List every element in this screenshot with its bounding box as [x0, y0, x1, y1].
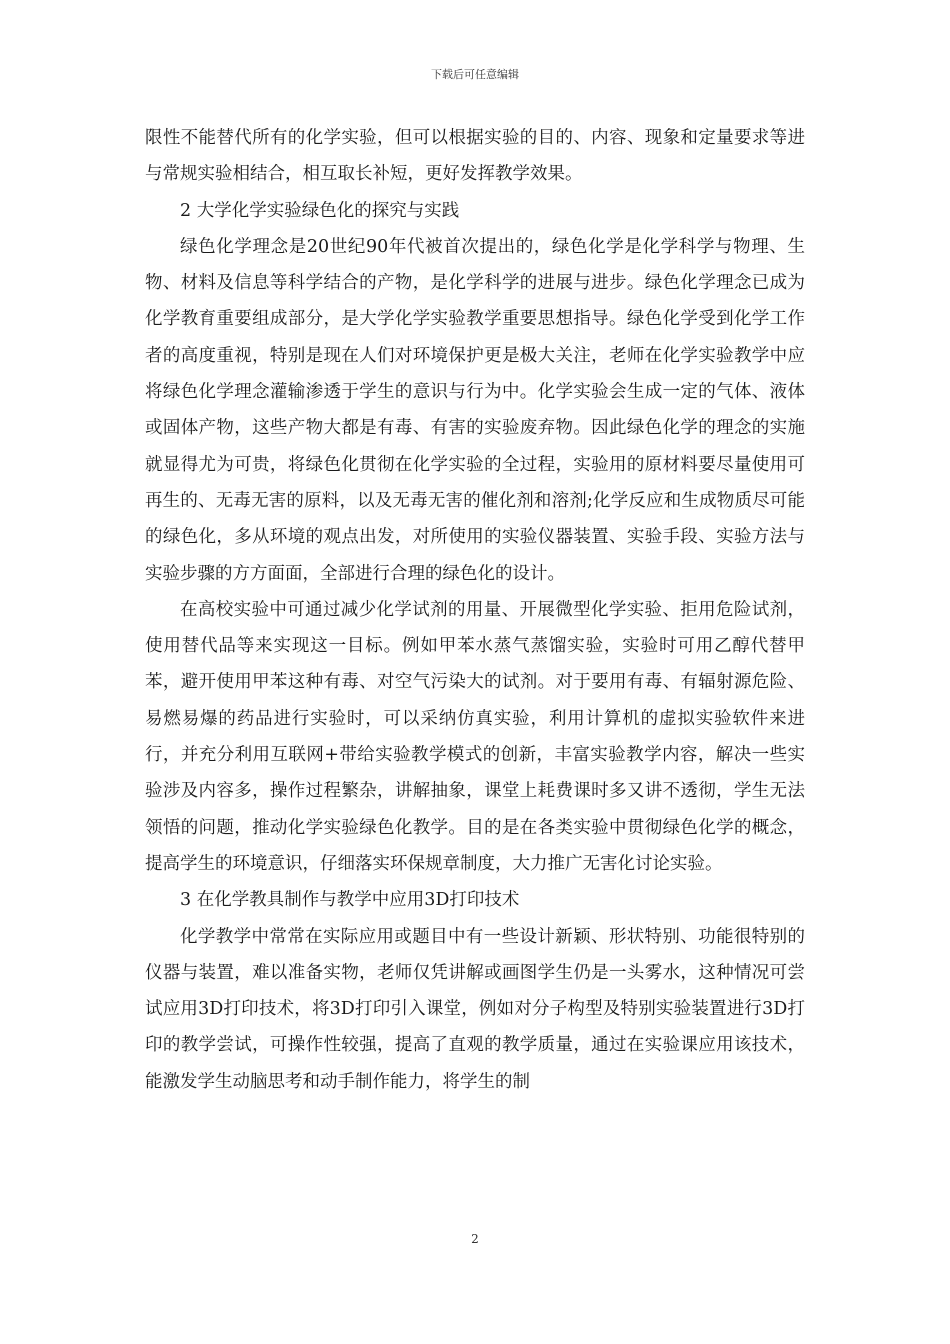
page-header: 下载后可任意编辑 [431, 68, 519, 81]
paragraph-university-experiments: 在高校实验中可通过减少化学试剂的用量、开展微型化学实验、拒用危险试剂，使用替代品等来实现这一目标。例如甲苯水蒸气蒸馏实验，实验时可用乙醇代替甲苯，避开使用甲苯这种有毒、对空气污染大的试剂。对于要用有毒、有辐射源危险、易燃易爆的药品进行实验时，可以采纳仿真实验，利用计算机的虚拟实验软件来进行，并充分利用互联网+带给实验教学模式的创新，丰富实验教学内容，解决一些实验涉及内容多，操作过程繁杂，讲解抽象，课堂上耗费课时多又讲不透彻，学生无法领悟的问题，推动化学实验绿色化教学。目的是在各类实验中贯彻绿色化学的概念，提高学生的环境意识，仔细落实环保规章制度，大力推广无害化讨论实验。 [145, 599, 805, 874]
paragraph-green-chemistry: 绿色化学理念是20世纪90年代被首次提出的，绿色化学是化学科学与物理、生物、材料及信息等科学结合的产物，是化学科学的进展与进步。绿色化学理念已成为化学教育重要组成部分，是大学化学实验教学重要思想指导。绿色化学受到化学工作者的高度重视，特别是现在人们对环境保护更是极大关注，老师在化学实验教学中应将绿色化学理念灌输渗透于学生的意识与行为中。化学实验会生成一定的气体、液体或固体产物，这些产物大都是有毒、有害的实验废弃物。因此绿色化学的理念的实施就显得尤为可贵，将绿色化贯彻在化学实验的全过程，实验用的原材料要尽量使用可再生的、无毒无害的原料，以及无毒无害的催化剂和溶剂;化学反应和生成物质尽可能的绿色化，多从环境的观点出发，对所使用的实验仪器装置、实验手段、实验方法与实验步骤的方方面面，全部进行合理的绿色化的设计。 [145, 236, 805, 584]
document-body [145, 120, 805, 1100]
section-heading-2: 2 大学化学实验绿色化的探究与实践 [180, 200, 460, 221]
paragraph-3d-printing: 化学教学中常常在实际应用或题目中有一些设计新颖、形状特别、功能很特别的仪器与装置，难以准备实物，老师仅凭讲解或画图学生仍是一头雾水，这种情况可尝试应用3D打印技术，将3D打印引入课堂，例如对分子构型及特别实验装置进行3D打印的教学尝试，可操作性较强，提高了直观的教学质量，通过在实验课应用该技术，能激发学生动脑思考和动手制作能力，将学生的制 [145, 926, 805, 1092]
paragraph-continuation: 限性不能替代所有的化学实验，但可以根据实验的目的、内容、现象和定量要求等进与常规实验相结合，相互取长补短，更好发挥教学效果。 [145, 128, 805, 185]
page-number: 2 [471, 1232, 479, 1246]
section-heading-3: 3 在化学教具制作与教学中应用3D打印技术 [180, 890, 520, 911]
